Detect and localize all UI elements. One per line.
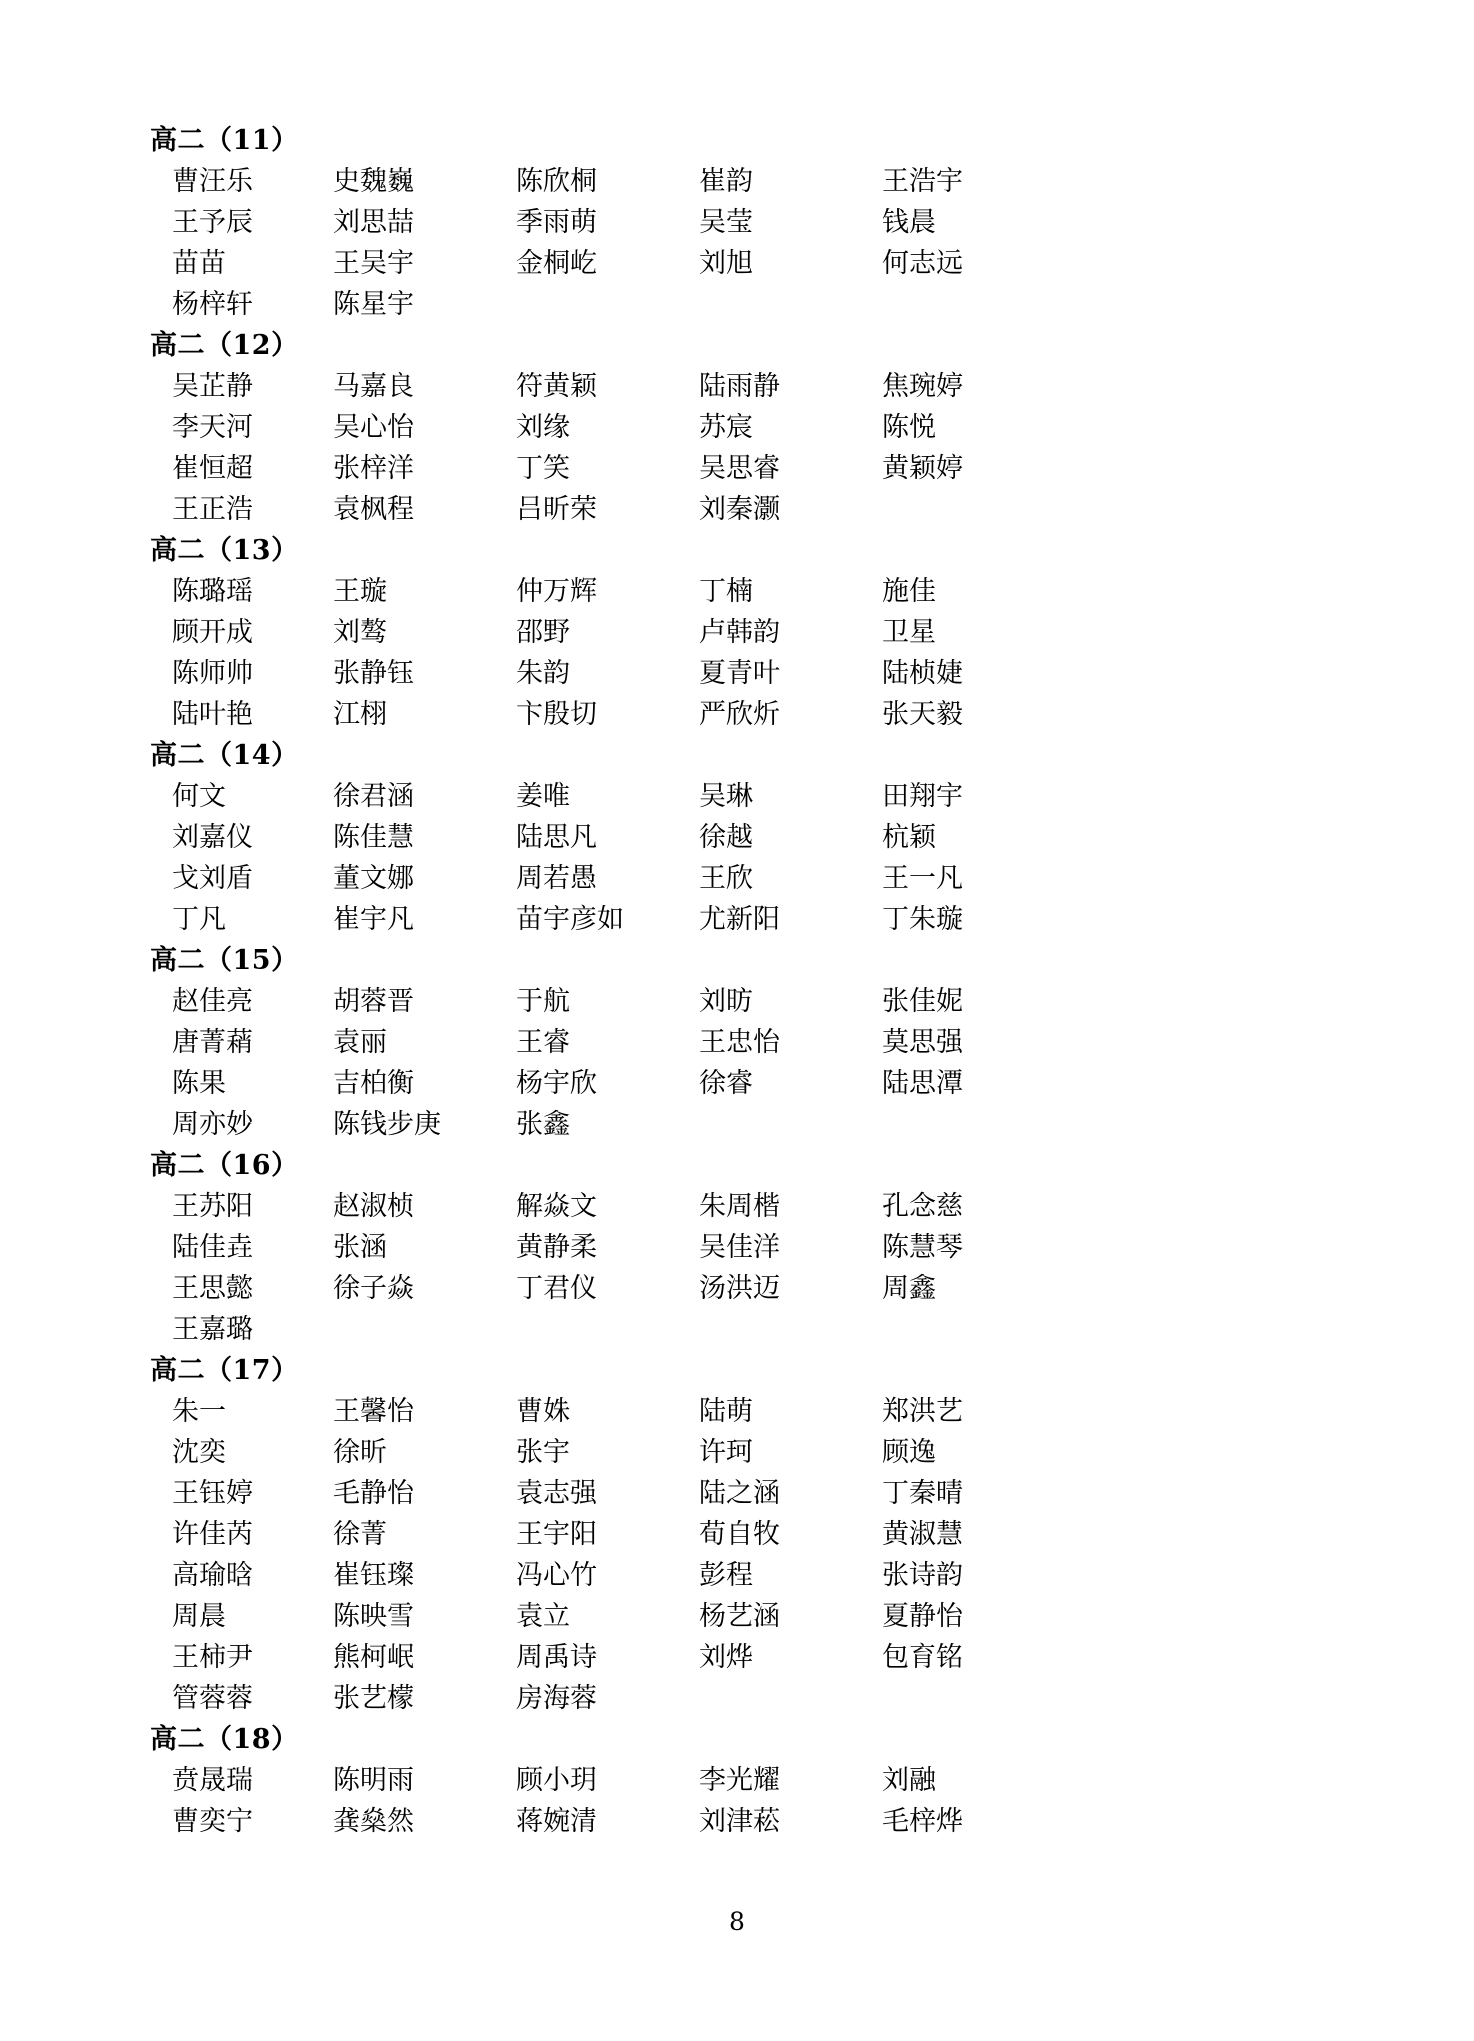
student-name: 崔韵 bbox=[699, 166, 753, 197]
page-number: 8 bbox=[729, 1907, 745, 1936]
student-name: 吕昕荣 bbox=[516, 494, 597, 525]
student-name bbox=[699, 1104, 882, 1145]
student-name: 陈佳慧 bbox=[333, 822, 414, 853]
student-name: 龚燊然 bbox=[333, 1806, 414, 1837]
student-name: 刘嘉仪 bbox=[172, 822, 253, 853]
student-name: 刘思喆 bbox=[333, 207, 414, 238]
class-heading: 高二（16） bbox=[150, 1150, 299, 1181]
class-heading: 高二（18） bbox=[150, 1724, 299, 1755]
student-name: 夏静怡 bbox=[882, 1601, 963, 1632]
student-name: 卢韩韵 bbox=[699, 617, 780, 648]
student-name: 王馨怡 bbox=[333, 1396, 414, 1427]
student-name: 曹姝 bbox=[516, 1396, 570, 1427]
student-name: 张静钰 bbox=[333, 658, 414, 689]
student-name: 戈刘盾 bbox=[172, 863, 253, 894]
student-name: 周若愚 bbox=[516, 863, 597, 894]
name-row bbox=[150, 1473, 1324, 1514]
name-row bbox=[150, 899, 1324, 940]
student-name: 吴莹 bbox=[699, 207, 753, 238]
student-name: 钱晨 bbox=[882, 207, 936, 238]
student-name: 陈星宇 bbox=[333, 289, 414, 320]
student-name: 田翔宇 bbox=[882, 781, 963, 812]
student-name: 冯心竹 bbox=[516, 1560, 597, 1591]
student-name: 刘烨 bbox=[699, 1642, 753, 1673]
student-name: 周鑫 bbox=[882, 1273, 936, 1304]
student-name bbox=[333, 1309, 516, 1350]
name-row bbox=[150, 489, 1324, 530]
student-name: 袁立 bbox=[516, 1601, 570, 1632]
name-row bbox=[150, 817, 1324, 858]
student-name: 姜唯 bbox=[516, 781, 570, 812]
student-name: 顾小玥 bbox=[516, 1765, 597, 1796]
class-block bbox=[150, 940, 1324, 1145]
class-heading: 高二（11） bbox=[150, 125, 299, 156]
student-name: 唐菁蕱 bbox=[172, 1027, 253, 1058]
student-name bbox=[882, 1104, 1065, 1145]
student-name: 严欣炘 bbox=[699, 699, 780, 730]
student-name: 莫思强 bbox=[882, 1027, 963, 1058]
student-name: 曹汪乐 bbox=[172, 166, 253, 197]
student-name: 施佳 bbox=[882, 576, 936, 607]
student-name bbox=[699, 1309, 882, 1350]
student-name: 王正浩 bbox=[172, 494, 253, 525]
student-name: 贲晟瑞 bbox=[172, 1765, 253, 1796]
student-name: 王予辰 bbox=[172, 207, 253, 238]
student-name: 黄淑慧 bbox=[882, 1519, 963, 1550]
name-row bbox=[150, 161, 1324, 202]
student-name: 江栩 bbox=[333, 699, 387, 730]
student-name: 陈明雨 bbox=[333, 1765, 414, 1796]
student-name: 王浩宇 bbox=[882, 166, 963, 197]
student-name: 徐越 bbox=[699, 822, 753, 853]
student-name bbox=[882, 1309, 1065, 1350]
class-block bbox=[150, 1145, 1324, 1350]
name-row bbox=[150, 1227, 1324, 1268]
student-name: 张宇 bbox=[516, 1437, 570, 1468]
student-name: 毛静怡 bbox=[333, 1478, 414, 1509]
class-heading: 高二（17） bbox=[150, 1355, 299, 1386]
student-name: 夏青叶 bbox=[699, 658, 780, 689]
student-name: 王嘉璐 bbox=[172, 1314, 253, 1345]
name-row bbox=[150, 243, 1324, 284]
student-name: 刘昉 bbox=[699, 986, 753, 1017]
student-name: 吴芷静 bbox=[172, 371, 253, 402]
student-name: 王璇 bbox=[333, 576, 387, 607]
student-name: 苗苗 bbox=[172, 248, 226, 279]
student-name: 史魏巍 bbox=[333, 166, 414, 197]
student-name: 徐君涵 bbox=[333, 781, 414, 812]
student-name: 丁秦晴 bbox=[882, 1478, 963, 1509]
class-heading: 高二（15） bbox=[150, 945, 299, 976]
name-row bbox=[150, 1801, 1324, 1842]
student-name: 丁朱璇 bbox=[882, 904, 963, 935]
name-row bbox=[150, 653, 1324, 694]
student-name: 刘旭 bbox=[699, 248, 753, 279]
student-name: 吴思睿 bbox=[699, 453, 780, 484]
name-row bbox=[150, 1637, 1324, 1678]
student-name bbox=[516, 1309, 699, 1350]
student-name: 吴琳 bbox=[699, 781, 753, 812]
student-name: 崔恒超 bbox=[172, 453, 253, 484]
student-name: 刘融 bbox=[882, 1765, 936, 1796]
student-name: 苗宇彦如 bbox=[516, 904, 624, 935]
student-name: 卫星 bbox=[882, 617, 936, 648]
student-name: 沈奕 bbox=[172, 1437, 226, 1468]
name-row bbox=[150, 448, 1324, 489]
class-block bbox=[150, 1350, 1324, 1719]
student-name: 尤新阳 bbox=[699, 904, 780, 935]
name-row bbox=[150, 1309, 1324, 1350]
student-name: 刘缘 bbox=[516, 412, 570, 443]
student-name: 陆佳垚 bbox=[172, 1232, 253, 1263]
name-row bbox=[150, 202, 1324, 243]
student-name: 王柿尹 bbox=[172, 1642, 253, 1673]
student-name: 王吴宇 bbox=[333, 248, 414, 279]
student-name: 高瑜晗 bbox=[172, 1560, 253, 1591]
student-name: 赵佳亮 bbox=[172, 986, 253, 1017]
student-name: 徐菁 bbox=[333, 1519, 387, 1550]
student-name: 杭颖 bbox=[882, 822, 936, 853]
student-name: 张鑫 bbox=[516, 1109, 570, 1140]
student-name: 王睿 bbox=[516, 1027, 570, 1058]
student-name: 陈欣桐 bbox=[516, 166, 597, 197]
class-heading: 高二（12） bbox=[150, 330, 299, 361]
student-name: 陈钱步庚 bbox=[333, 1109, 441, 1140]
student-name bbox=[882, 1678, 1065, 1719]
student-name: 卞殷切 bbox=[516, 699, 597, 730]
student-name: 陈果 bbox=[172, 1068, 226, 1099]
student-name: 蒋婉清 bbox=[516, 1806, 597, 1837]
student-name: 王钰婷 bbox=[172, 1478, 253, 1509]
student-name: 刘津菘 bbox=[699, 1806, 780, 1837]
student-name: 房海蓉 bbox=[516, 1683, 597, 1714]
student-name: 符黄颖 bbox=[516, 371, 597, 402]
student-name: 何文 bbox=[172, 781, 226, 812]
class-block bbox=[150, 1719, 1324, 1842]
student-name: 于航 bbox=[516, 986, 570, 1017]
student-name: 袁志强 bbox=[516, 1478, 597, 1509]
name-row bbox=[150, 1104, 1324, 1145]
class-block bbox=[150, 325, 1324, 530]
student-name: 徐昕 bbox=[333, 1437, 387, 1468]
name-row bbox=[150, 1022, 1324, 1063]
name-row bbox=[150, 981, 1324, 1022]
student-name: 崔钰璨 bbox=[333, 1560, 414, 1591]
student-name: 马嘉良 bbox=[333, 371, 414, 402]
student-name: 曹奕宁 bbox=[172, 1806, 253, 1837]
student-name: 徐睿 bbox=[699, 1068, 753, 1099]
name-row bbox=[150, 284, 1324, 325]
student-name: 陈映雪 bbox=[333, 1601, 414, 1632]
student-name: 赵淑桢 bbox=[333, 1191, 414, 1222]
student-name: 陆思凡 bbox=[516, 822, 597, 853]
student-name: 张佳妮 bbox=[882, 986, 963, 1017]
student-name: 邵野 bbox=[516, 617, 570, 648]
student-name: 焦琬婷 bbox=[882, 371, 963, 402]
student-name: 王一凡 bbox=[882, 863, 963, 894]
student-name: 张艺檬 bbox=[333, 1683, 414, 1714]
student-name: 何志远 bbox=[882, 248, 963, 279]
student-name: 金桐屹 bbox=[516, 248, 597, 279]
student-name: 李光耀 bbox=[699, 1765, 780, 1796]
student-name: 陆雨静 bbox=[699, 371, 780, 402]
student-name: 周禹诗 bbox=[516, 1642, 597, 1673]
student-name: 吴佳洋 bbox=[699, 1232, 780, 1263]
student-name: 丁楠 bbox=[699, 576, 753, 607]
student-name: 杨梓轩 bbox=[172, 289, 253, 320]
name-row bbox=[150, 1186, 1324, 1227]
student-name bbox=[882, 489, 1065, 530]
student-name bbox=[516, 284, 699, 325]
student-name: 杨艺涵 bbox=[699, 1601, 780, 1632]
student-name: 袁枫程 bbox=[333, 494, 414, 525]
student-name: 朱一 bbox=[172, 1396, 226, 1427]
student-name: 荀自牧 bbox=[699, 1519, 780, 1550]
student-name: 张涵 bbox=[333, 1232, 387, 1263]
student-name: 包育铭 bbox=[882, 1642, 963, 1673]
name-row bbox=[150, 1432, 1324, 1473]
student-name: 吴心怡 bbox=[333, 412, 414, 443]
student-name: 陆之涵 bbox=[699, 1478, 780, 1509]
name-row bbox=[150, 407, 1324, 448]
student-name bbox=[882, 284, 1065, 325]
class-block bbox=[150, 530, 1324, 735]
student-name: 孔念慈 bbox=[882, 1191, 963, 1222]
name-row bbox=[150, 1760, 1324, 1801]
student-name: 朱周楷 bbox=[699, 1191, 780, 1222]
student-name: 丁凡 bbox=[172, 904, 226, 935]
name-row bbox=[150, 1596, 1324, 1637]
class-roster-list bbox=[150, 120, 1324, 1842]
student-name: 郑洪艺 bbox=[882, 1396, 963, 1427]
student-name: 刘骜 bbox=[333, 617, 387, 648]
student-name: 陆萌 bbox=[699, 1396, 753, 1427]
name-row bbox=[150, 694, 1324, 735]
student-name: 李天河 bbox=[172, 412, 253, 443]
student-name: 周晨 bbox=[172, 1601, 226, 1632]
name-row bbox=[150, 366, 1324, 407]
student-name: 刘秦灏 bbox=[699, 494, 780, 525]
student-name: 周亦妙 bbox=[172, 1109, 253, 1140]
name-row bbox=[150, 1514, 1324, 1555]
student-name: 苏宸 bbox=[699, 412, 753, 443]
student-name: 季雨萌 bbox=[516, 207, 597, 238]
name-row bbox=[150, 1391, 1324, 1432]
student-name: 丁笑 bbox=[516, 453, 570, 484]
student-name: 黄静柔 bbox=[516, 1232, 597, 1263]
student-name: 张梓洋 bbox=[333, 453, 414, 484]
student-name: 董文娜 bbox=[333, 863, 414, 894]
student-name: 王忠怡 bbox=[699, 1027, 780, 1058]
student-name: 解焱文 bbox=[516, 1191, 597, 1222]
student-name: 陈悦 bbox=[882, 412, 936, 443]
name-row bbox=[150, 858, 1324, 899]
class-heading: 高二（13） bbox=[150, 535, 299, 566]
name-row bbox=[150, 1268, 1324, 1309]
student-name: 崔宇凡 bbox=[333, 904, 414, 935]
student-name: 杨宇欣 bbox=[516, 1068, 597, 1099]
student-name: 丁君仪 bbox=[516, 1273, 597, 1304]
student-name: 胡蓉晋 bbox=[333, 986, 414, 1017]
student-name: 黄颖婷 bbox=[882, 453, 963, 484]
student-name: 王欣 bbox=[699, 863, 753, 894]
student-name: 袁丽 bbox=[333, 1027, 387, 1058]
name-row bbox=[150, 1678, 1324, 1719]
class-heading: 高二（14） bbox=[150, 740, 299, 771]
student-name: 张天毅 bbox=[882, 699, 963, 730]
student-name bbox=[699, 1678, 882, 1719]
student-name: 王思懿 bbox=[172, 1273, 253, 1304]
student-name: 顾开成 bbox=[172, 617, 253, 648]
student-name: 陆桢婕 bbox=[882, 658, 963, 689]
student-name: 毛梓烨 bbox=[882, 1806, 963, 1837]
name-row bbox=[150, 612, 1324, 653]
student-name: 彭程 bbox=[699, 1560, 753, 1591]
name-row bbox=[150, 1063, 1324, 1104]
student-name: 熊柯岷 bbox=[333, 1642, 414, 1673]
student-name: 王宇阳 bbox=[516, 1519, 597, 1550]
student-name: 顾逸 bbox=[882, 1437, 936, 1468]
student-name: 王苏阳 bbox=[172, 1191, 253, 1222]
student-name: 汤洪迈 bbox=[699, 1273, 780, 1304]
student-name: 仲万辉 bbox=[516, 576, 597, 607]
name-row bbox=[150, 1555, 1324, 1596]
student-name bbox=[699, 284, 882, 325]
name-row bbox=[150, 571, 1324, 612]
student-name: 许珂 bbox=[699, 1437, 753, 1468]
student-name: 管蓉蓉 bbox=[172, 1683, 253, 1714]
student-name: 吉柏衡 bbox=[333, 1068, 414, 1099]
student-name: 朱韵 bbox=[516, 658, 570, 689]
class-block bbox=[150, 120, 1324, 325]
student-name: 张诗韵 bbox=[882, 1560, 963, 1591]
student-name: 陈璐瑶 bbox=[172, 576, 253, 607]
student-name: 陈师帅 bbox=[172, 658, 253, 689]
class-block bbox=[150, 735, 1324, 940]
student-name: 陆叶艳 bbox=[172, 699, 253, 730]
student-name: 许佳芮 bbox=[172, 1519, 253, 1550]
student-name: 陆思潭 bbox=[882, 1068, 963, 1099]
student-name: 陈慧琴 bbox=[882, 1232, 963, 1263]
student-name: 徐子焱 bbox=[333, 1273, 414, 1304]
name-row bbox=[150, 776, 1324, 817]
